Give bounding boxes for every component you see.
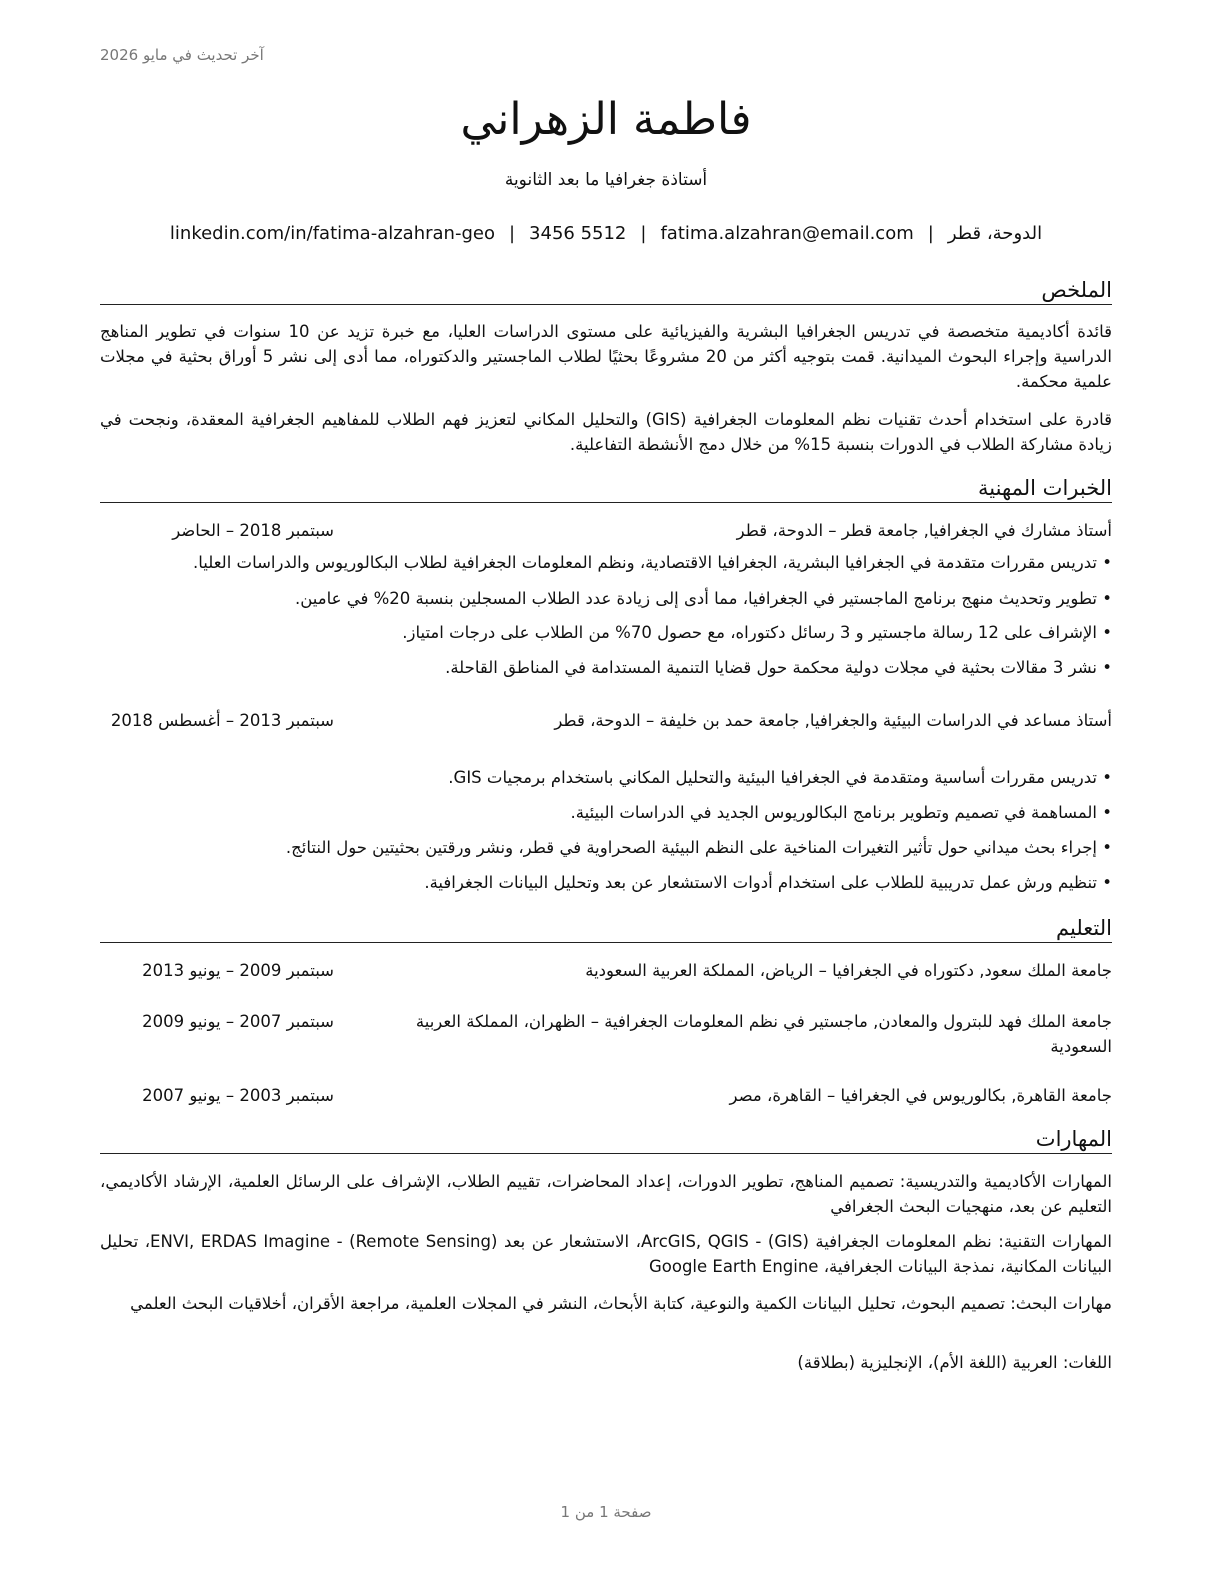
job-dates: سبتمبر 2013 – أغسطس 2018 [110, 711, 334, 730]
skills-heading: المهارات [100, 1125, 1112, 1154]
resume-page [100, 0, 1112, 1584]
job-bullet: • تنظيم ورش عمل تدريبية للطلاب على استخدام أدوات الاستشعار عن بعد وتحليل البيانات الجغرافية. [424, 873, 1112, 892]
contact-separator: | [640, 223, 647, 244]
skills-item: مهارات البحث: تصميم البحوث، تحليل البيانات الكمية والنوعية، كتابة الأبحاث، النشر في المجلات العلمية، مراجعة الأقران، أخلاقيات البحث العلمي [130, 1294, 1112, 1313]
summary-heading: الملخص [100, 276, 1112, 305]
page-footer: صفحة 1 من 1 [560, 1503, 652, 1521]
contact-separator: | [508, 223, 516, 244]
skills-item: المهارات الأكاديمية والتدريسية: تصميم المناهج، تطوير الدورات، إعداد المحاضرات، تقييم الطلاب، الإشراف على الرسائل العلمية، الإرشاد الأكاديمي، التعليم عن بعد، منهجيات البحث الجغرافي [100, 1172, 1112, 1216]
education-title: جامعة الملك سعود, دكتوراه في الجغرافيا – الرياض، المملكة العربية السعودية [585, 961, 1112, 980]
contact-email[interactable]: fatima.alzahran@email.com [660, 223, 914, 244]
education-dates: سبتمبر 2007 – يونيو 2009 [142, 1012, 334, 1031]
job-bullet: • تدريس مقررات أساسية ومتقدمة في الجغرافيا البيئية والتحليل المكاني باستخدام برمجيات GIS. [448, 768, 1112, 787]
job-bullet: • الإشراف على 12 رسالة ماجستير و 3 رسائل دكتوراه، مع حصول 70% من الطلاب على درجات امتياز. [402, 623, 1112, 642]
job-bullet: • تدريس مقررات متقدمة في الجغرافيا البشرية، الجغرافيا الاقتصادية، ونظم المعلومات الجغرافية لطلاب البكالوريوس والدراسات العليا. [193, 553, 1112, 572]
candidate-subtitle: أستاذة جغرافيا ما بعد الثانوية [504, 170, 708, 190]
summary-paragraph-1: قائدة أكاديمية متخصصة في تدريس الجغرافيا البشرية والفيزيائية على مستوى الدراسات العليا، مع خبرة تزيد عن 10 سنوات في تطوير المناهج الدراسية وإجراء البحوث الميدانية. قمت بتوجيه أكثر من 20 مشروعًا بحثيًا لطلاب الماجستير والدكتوراه، مما أدى إلى نشر 5 أوراق بحثية في مجلات علمية محكمة. [100, 322, 1113, 391]
education-dates: سبتمبر 2009 – يونيو 2013 [142, 961, 334, 980]
contact-separator: | [927, 223, 934, 244]
education-title: جامعة القاهرة, بكالوريوس في الجغرافيا – القاهرة، مصر [729, 1086, 1112, 1105]
education-title: جامعة الملك فهد للبترول والمعادن, ماجستير في نظم المعلومات الجغرافية – الظهران، المملكة العربية السعودية [415, 1012, 1112, 1056]
job-title: أستاذ مشارك في الجغرافيا, جامعة قطر – الدوحة، قطر [736, 521, 1112, 540]
job-bullet: • تطوير وتحديث منهج برنامج الماجستير في الجغرافيا، مما أدى إلى زيادة عدد الطلاب المسجلين بنسبة 20% في عامين. [294, 589, 1112, 608]
last-updated-note: آخر تحديث في مايو 2026 [100, 46, 264, 64]
candidate-name: فاطمة الزهراني [460, 94, 752, 145]
skills-item: اللغات: العربية (اللغة الأم)، الإنجليزية (بطلاقة) [797, 1353, 1112, 1372]
job-title: أستاذ مساعد في الدراسات البيئية والجغرافيا, جامعة حمد بن خليفة – الدوحة، قطر [554, 711, 1112, 730]
education-heading: التعليم [100, 914, 1112, 943]
summary-paragraph-2: قادرة على استخدام أحدث تقنيات نظم المعلومات الجغرافية (GIS) والتحليل المكاني لتعزيز فهم الطلاب للمفاهيم الجغرافية المعقدة، ونجحت في زيادة مشاركة الطلاب في الدورات بنسبة 15% من خلال دمج الأنشطة التفاعلية. [100, 410, 1112, 454]
contact-phone[interactable]: 3456 5512 [529, 223, 627, 244]
job-bullet: • المساهمة في تصميم وتطوير برنامج البكالوريوس الجديد في الدراسات البيئية. [570, 803, 1112, 822]
contact-linkedin[interactable]: linkedin.com/in/fatima-alzahran-geo [169, 223, 495, 244]
education-dates: سبتمبر 2003 – يونيو 2007 [142, 1086, 334, 1105]
job-bullet: • نشر 3 مقالات بحثية في مجلات دولية محكمة حول قضايا التنمية المستدامة في المناطق القاحلة. [445, 658, 1112, 677]
experience-heading: الخبرات المهنية [100, 474, 1112, 503]
job-bullet: • إجراء بحث ميداني حول تأثير التغيرات المناخية على النظم البيئية الصحراوية في قطر، ونشر ورقتين بحثيتين حول النتائج. [285, 838, 1112, 857]
skills-item: المهارات التقنية: نظم المعلومات الجغرافية (GIS) - ArcGIS, QGIS، الاستشعار عن بعد (Remote Sensing) - ENVI, ERDAS Imagine، تحليل البيانات المكانية، نمذجة البيانات الجغرافية، Google Earth Engine [100, 1232, 1112, 1276]
contact-location: الدوحة، قطر [947, 223, 1043, 244]
job-dates: سبتمبر 2018 – الحاضر [172, 521, 334, 540]
contact-line [100, 223, 1112, 244]
